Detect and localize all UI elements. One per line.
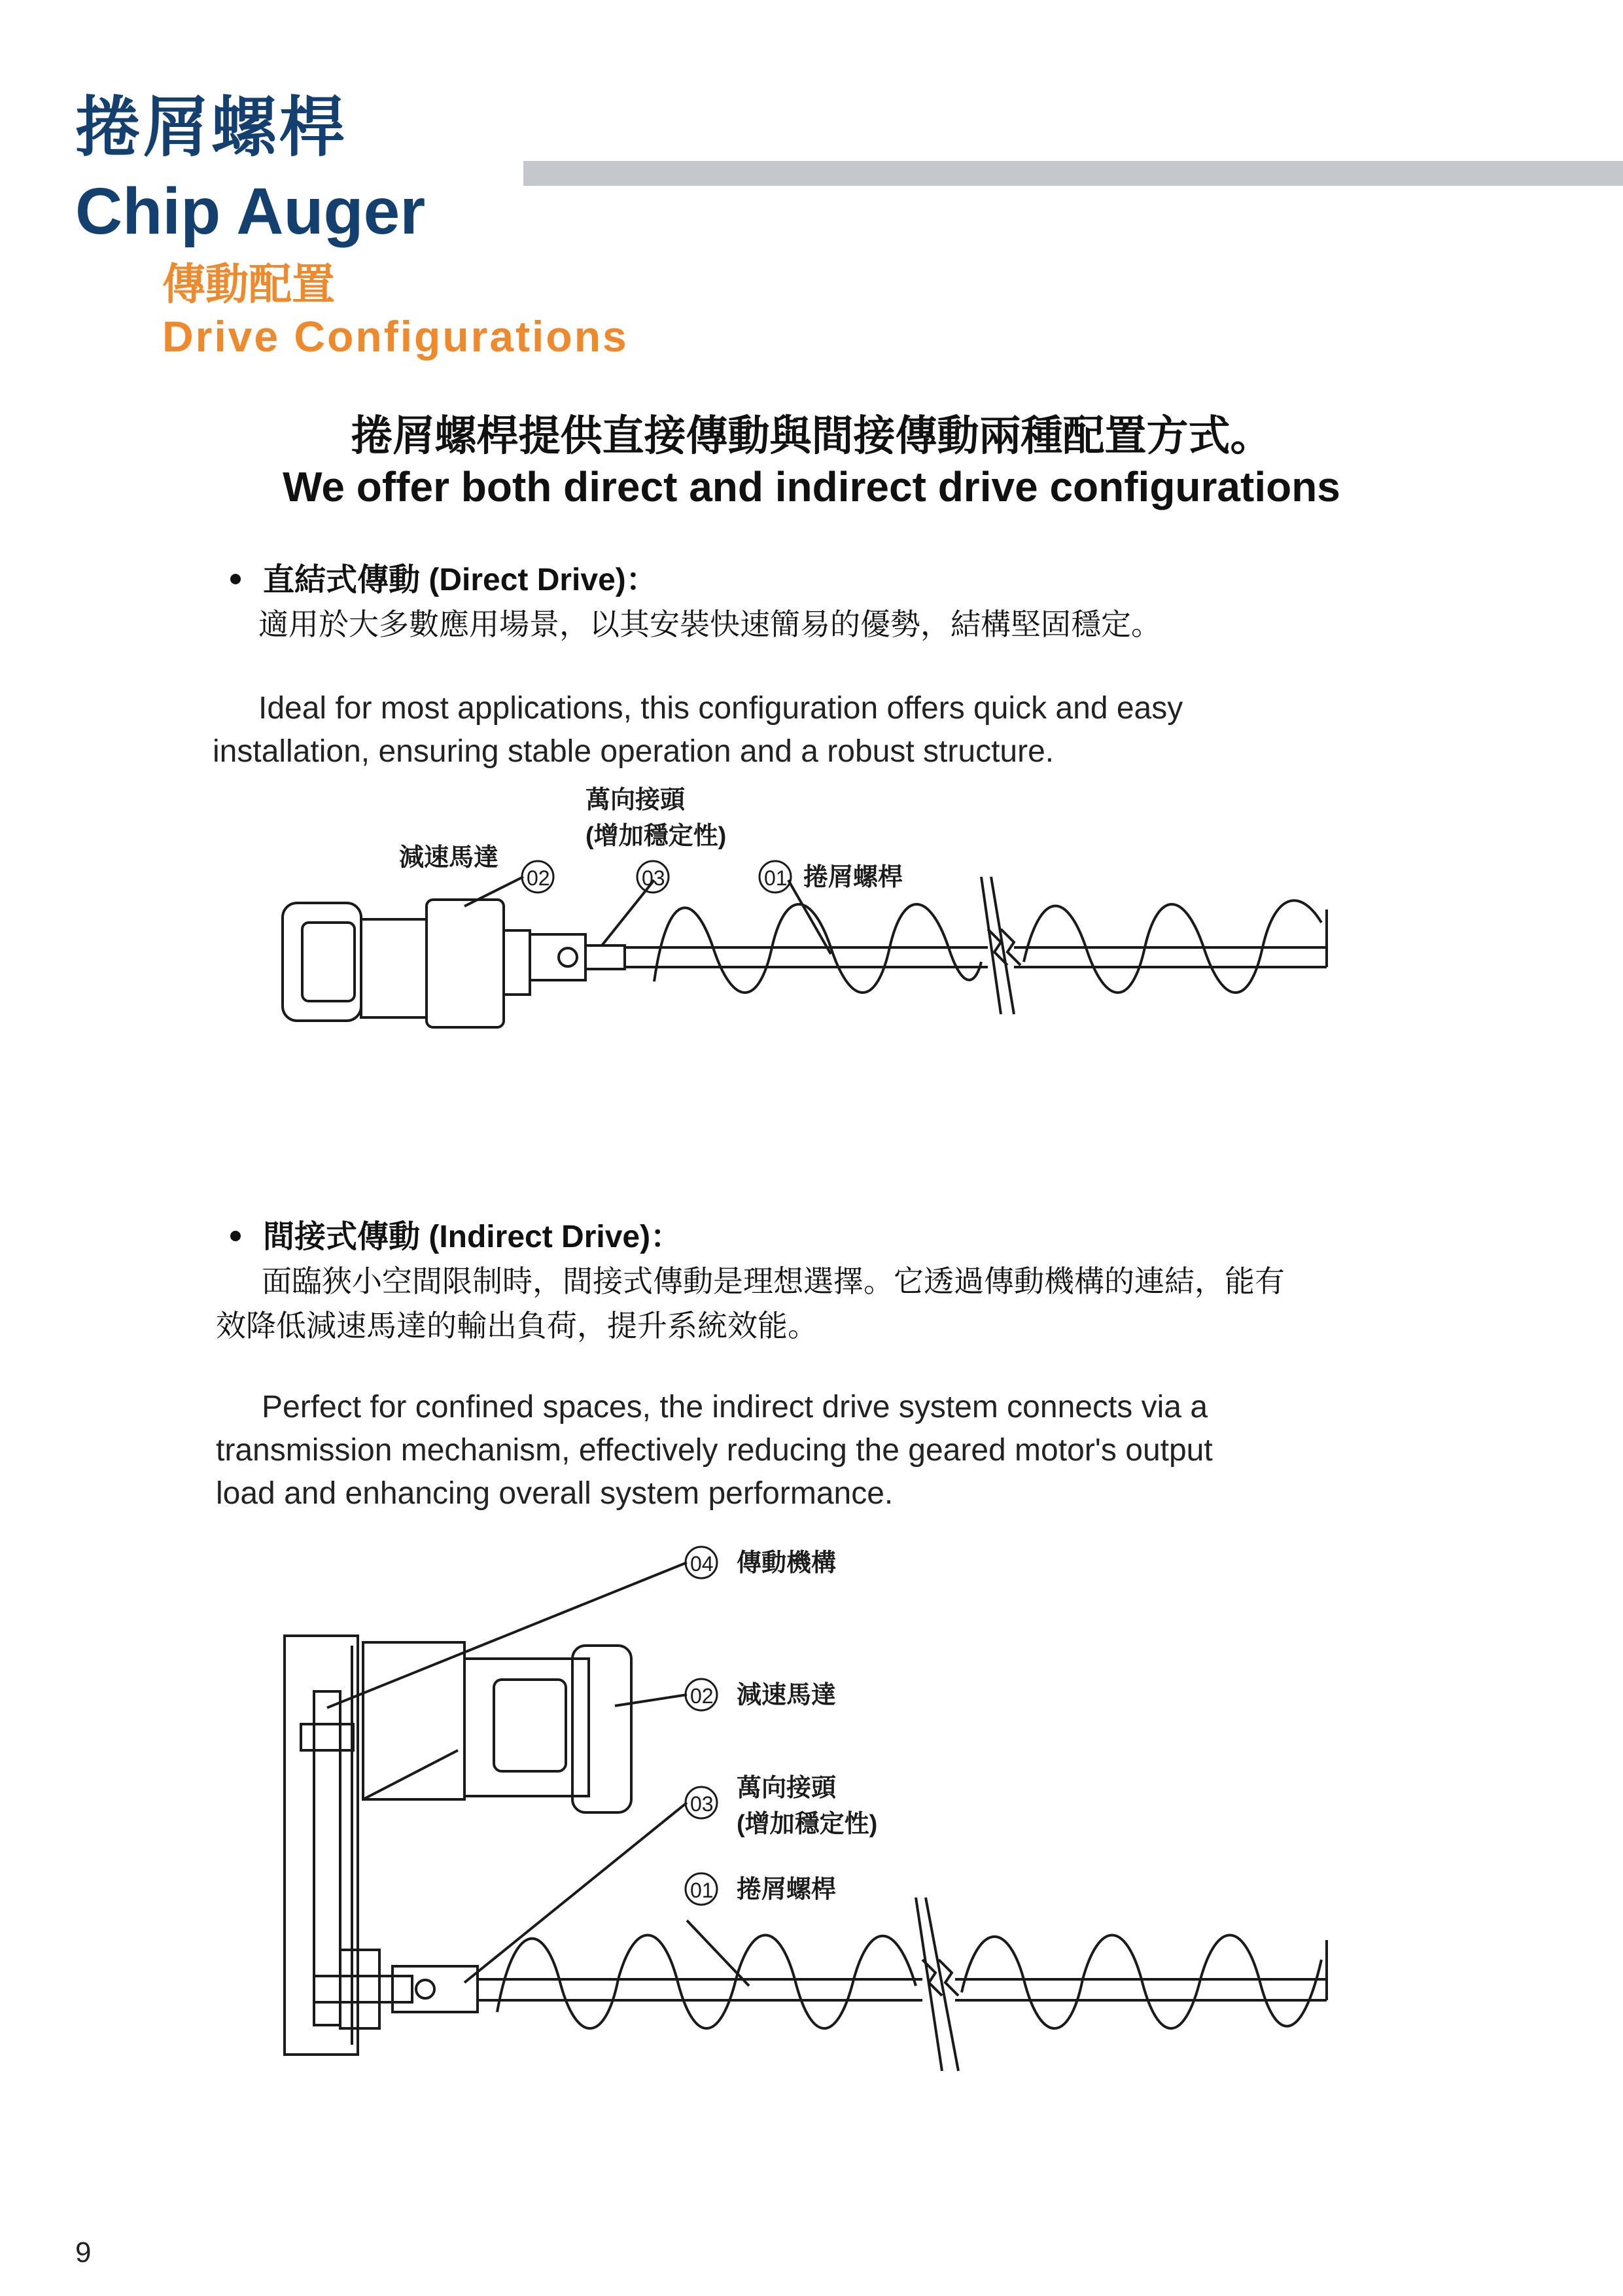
- direct-drive-diagram: [262, 779, 1348, 1040]
- indirect-drive-heading: [230, 1218, 682, 1256]
- section-subtitle-zh: 傳動配置: [162, 260, 335, 308]
- direct-label-auger-num: 01: [764, 866, 788, 890]
- direct-label-reducer: 減速馬達: [399, 844, 499, 872]
- intro-line-en: We offer both direct and indirect drive configurations: [283, 463, 1340, 510]
- motor-body: [572, 1646, 631, 1812]
- indirect-desc-en-line1: Perfect for confined spaces, the indirect drive system connects via a: [262, 1390, 1208, 1424]
- indirect-label-joint-note: (增加穩定性): [737, 1810, 878, 1838]
- indirect-desc-zh-line1: 面臨狹小空間限制時，間接式傳動是理想選擇。它透過傳動機構的連結，能有: [262, 1264, 1285, 1298]
- indirect-label-auger: 捲屑螺桿: [737, 1876, 837, 1903]
- indirect-desc-en-line2: transmission mechanism, effectively reducing the geared motor's output: [216, 1433, 1213, 1468]
- motor-body: [283, 903, 361, 1021]
- intro-line-zh: 捲屑螺桿提供直接傳動與間接傳動兩種配置方式。: [351, 412, 1272, 459]
- reducer-body: [363, 1642, 464, 1799]
- bullet-dot: [230, 574, 241, 584]
- indirect-drive-heading-text: 間接式傳動 (Indirect Drive)：: [263, 1220, 682, 1254]
- indirect-desc-en-line3: load and enhancing overall system performance.: [216, 1476, 894, 1511]
- page-number: 9: [75, 2236, 92, 2269]
- direct-label-joint-num: 03: [642, 866, 665, 890]
- bullet-dot: [230, 1231, 241, 1241]
- indirect-label-auger-num: 01: [690, 1879, 714, 1902]
- lower-gear: [340, 1950, 379, 2028]
- header-divider-bar: [523, 161, 1623, 186]
- indirect-drive-diagram: [262, 1528, 1348, 2091]
- direct-drive-heading: [230, 561, 657, 599]
- indirect-desc-zh-line2: 效降低減速馬達的輸出負荷，提升系統效能。: [216, 1309, 818, 1343]
- direct-label-joint-note: (增加穩定性): [585, 822, 727, 850]
- direct-drive-heading-text: 直結式傳動 (Direct Drive)：: [263, 563, 657, 597]
- direct-label-reducer-num: 02: [527, 866, 550, 890]
- auger-flights: [497, 1935, 916, 2029]
- indirect-label-joint-num: 03: [690, 1792, 714, 1816]
- indirect-label-joint: 萬向接頭: [737, 1775, 837, 1802]
- direct-label-joint: 萬向接頭: [585, 786, 686, 814]
- indirect-label-transmission: 傳動機構: [737, 1549, 837, 1577]
- direct-desc-zh: 適用於大多數應用場景，以其安裝快速簡易的優勢，結構堅固穩定。: [258, 607, 1161, 641]
- reducer-body: [427, 900, 504, 1027]
- page-title-en: Chip Auger: [75, 175, 426, 248]
- direct-desc-en-line1: Ideal for most applications, this configuration offers quick and easy: [258, 691, 1183, 726]
- section-subtitle-en: Drive Configurations: [162, 312, 629, 361]
- indirect-label-reducer: 減速馬達: [737, 1682, 837, 1709]
- indirect-label-reducer-num: 02: [690, 1684, 714, 1708]
- page-title-zh: 捲屑螺桿: [75, 91, 347, 164]
- indirect-label-transmission-num: 04: [690, 1552, 714, 1576]
- direct-label-auger: 捲屑螺桿: [803, 864, 903, 891]
- direct-desc-en-line2: installation, ensuring stable operation and a robust structure.: [213, 734, 1055, 769]
